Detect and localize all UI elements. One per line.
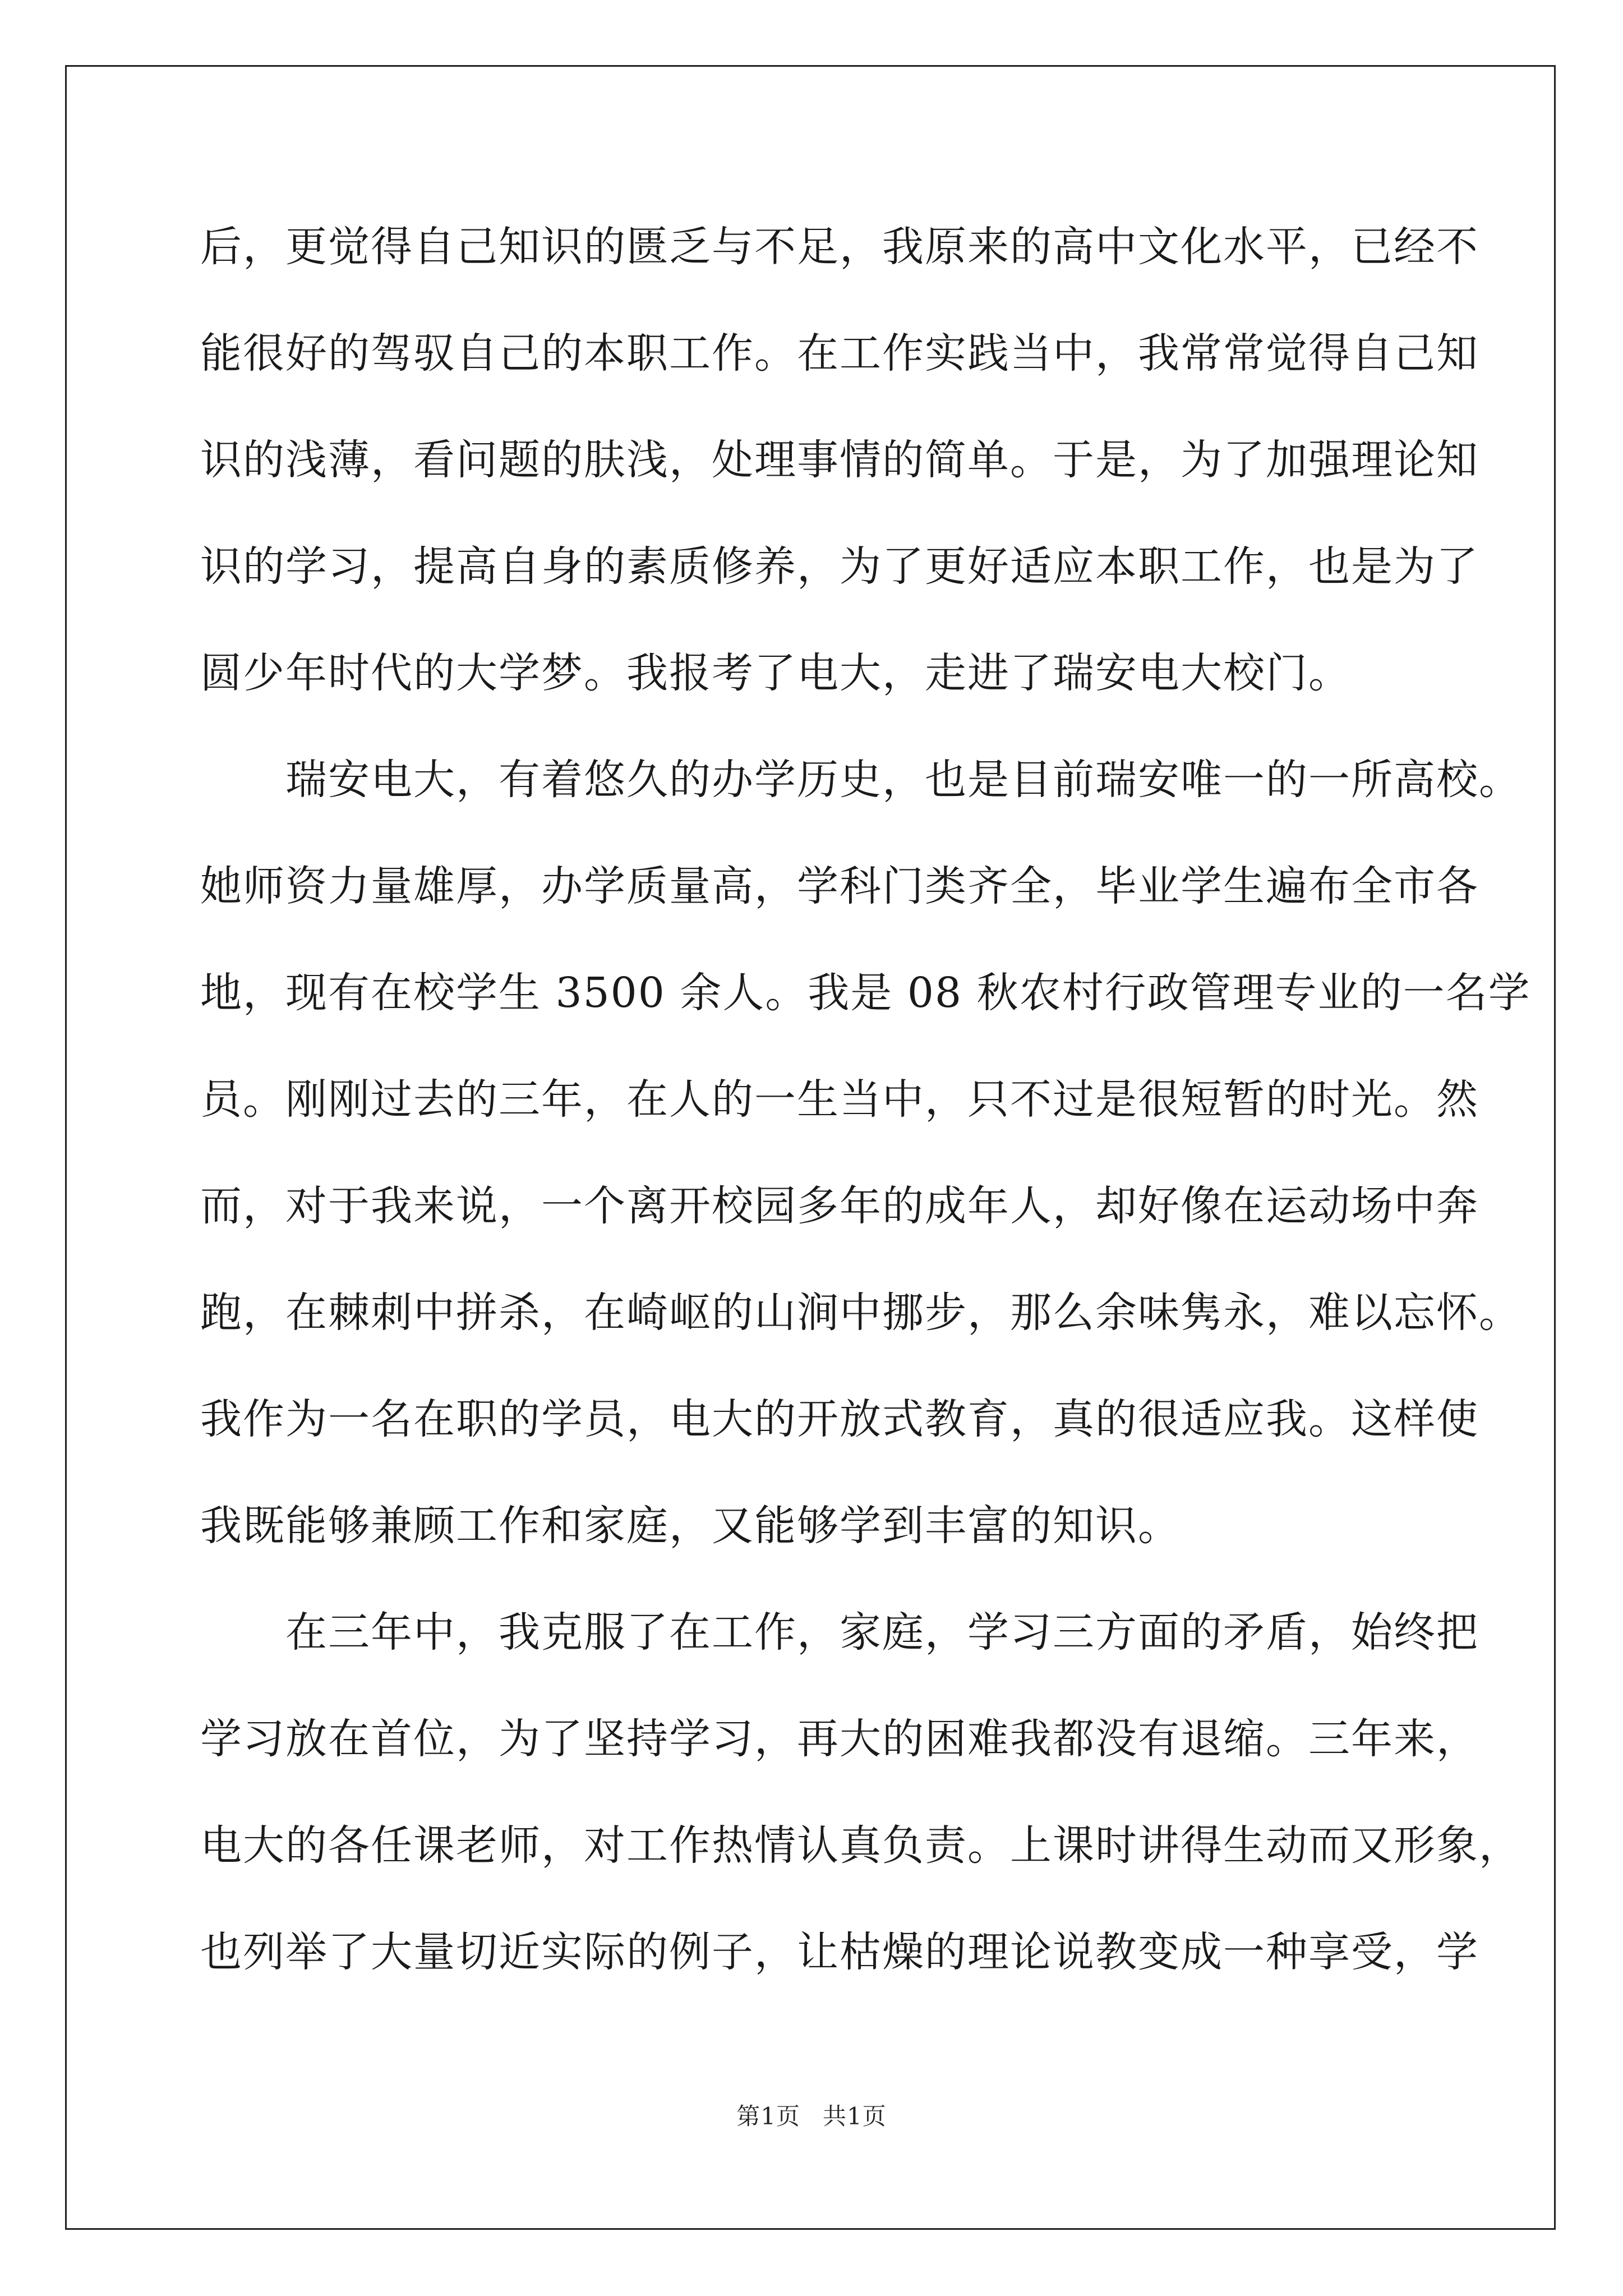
page-number: 第1页 — [736, 2102, 800, 2130]
text-line: 学习放在首位，为了坚持学习，再大的困难我都没有退缩。三年来， — [200, 1715, 1479, 1763]
text-line: 电大的各任课老师，对工作热情认真负责。上课时讲得生动而又形象， — [200, 1821, 1521, 1870]
text-line: 圆少年时代的大学梦。我报考了电大，走进了瑞安电大校门。 — [200, 649, 1351, 697]
text-line: 跑，在棘刺中拼杀，在崎岖的山涧中挪步，那么余味隽永，难以忘怀。 — [200, 1289, 1521, 1337]
text-line: 而，对于我来说，一个离开校园多年的成年人，却好像在运动场中奔 — [200, 1182, 1479, 1230]
text-line: 员。刚刚过去的三年，在人的一生当中，只不过是很短暂的时光。然 — [200, 1075, 1479, 1124]
text-line: 我既能够兼顾工作和家庭，又能够学到丰富的知识。 — [200, 1502, 1181, 1550]
text-line: 瑞安电大，有着悠久的办学历史，也是目前瑞安唯一的一所高校。 — [200, 756, 1521, 804]
text-line: 在三年中，我克服了在工作，家庭，学习三方面的矛盾，始终把 — [200, 1608, 1479, 1657]
text-line: 她师资力量雄厚，办学质量高，学科门类齐全，毕业学生遍布全市各 — [200, 862, 1479, 910]
page-footer — [0, 2098, 1623, 2132]
text-line: 识的学习，提高自身的素质修养，为了更好适应本职工作，也是为了 — [200, 542, 1479, 591]
text-line: 也列举了大量切近实际的例子，让枯燥的理论说教变成一种享受，学 — [200, 1928, 1479, 1976]
page-border — [65, 65, 1556, 2230]
text-line: 识的浅薄，看问题的肤浅，处理事情的简单。于是，为了加强理论知 — [200, 436, 1479, 484]
text-line: 地，现有在校学生 3500 余人。我是 08 秋农村行政管理专业的一名学 — [200, 969, 1531, 1017]
text-line: 能很好的驾驭自己的本职工作。在工作实践当中，我常常觉得自己知 — [200, 329, 1479, 378]
page-total: 共1页 — [823, 2102, 887, 2130]
text-line: 我作为一名在职的学员，电大的开放式教育，真的很适应我。这样使 — [200, 1395, 1479, 1443]
text-line: 后，更觉得自己知识的匮乏与不足，我原来的高中文化水平，已经不 — [200, 223, 1479, 271]
